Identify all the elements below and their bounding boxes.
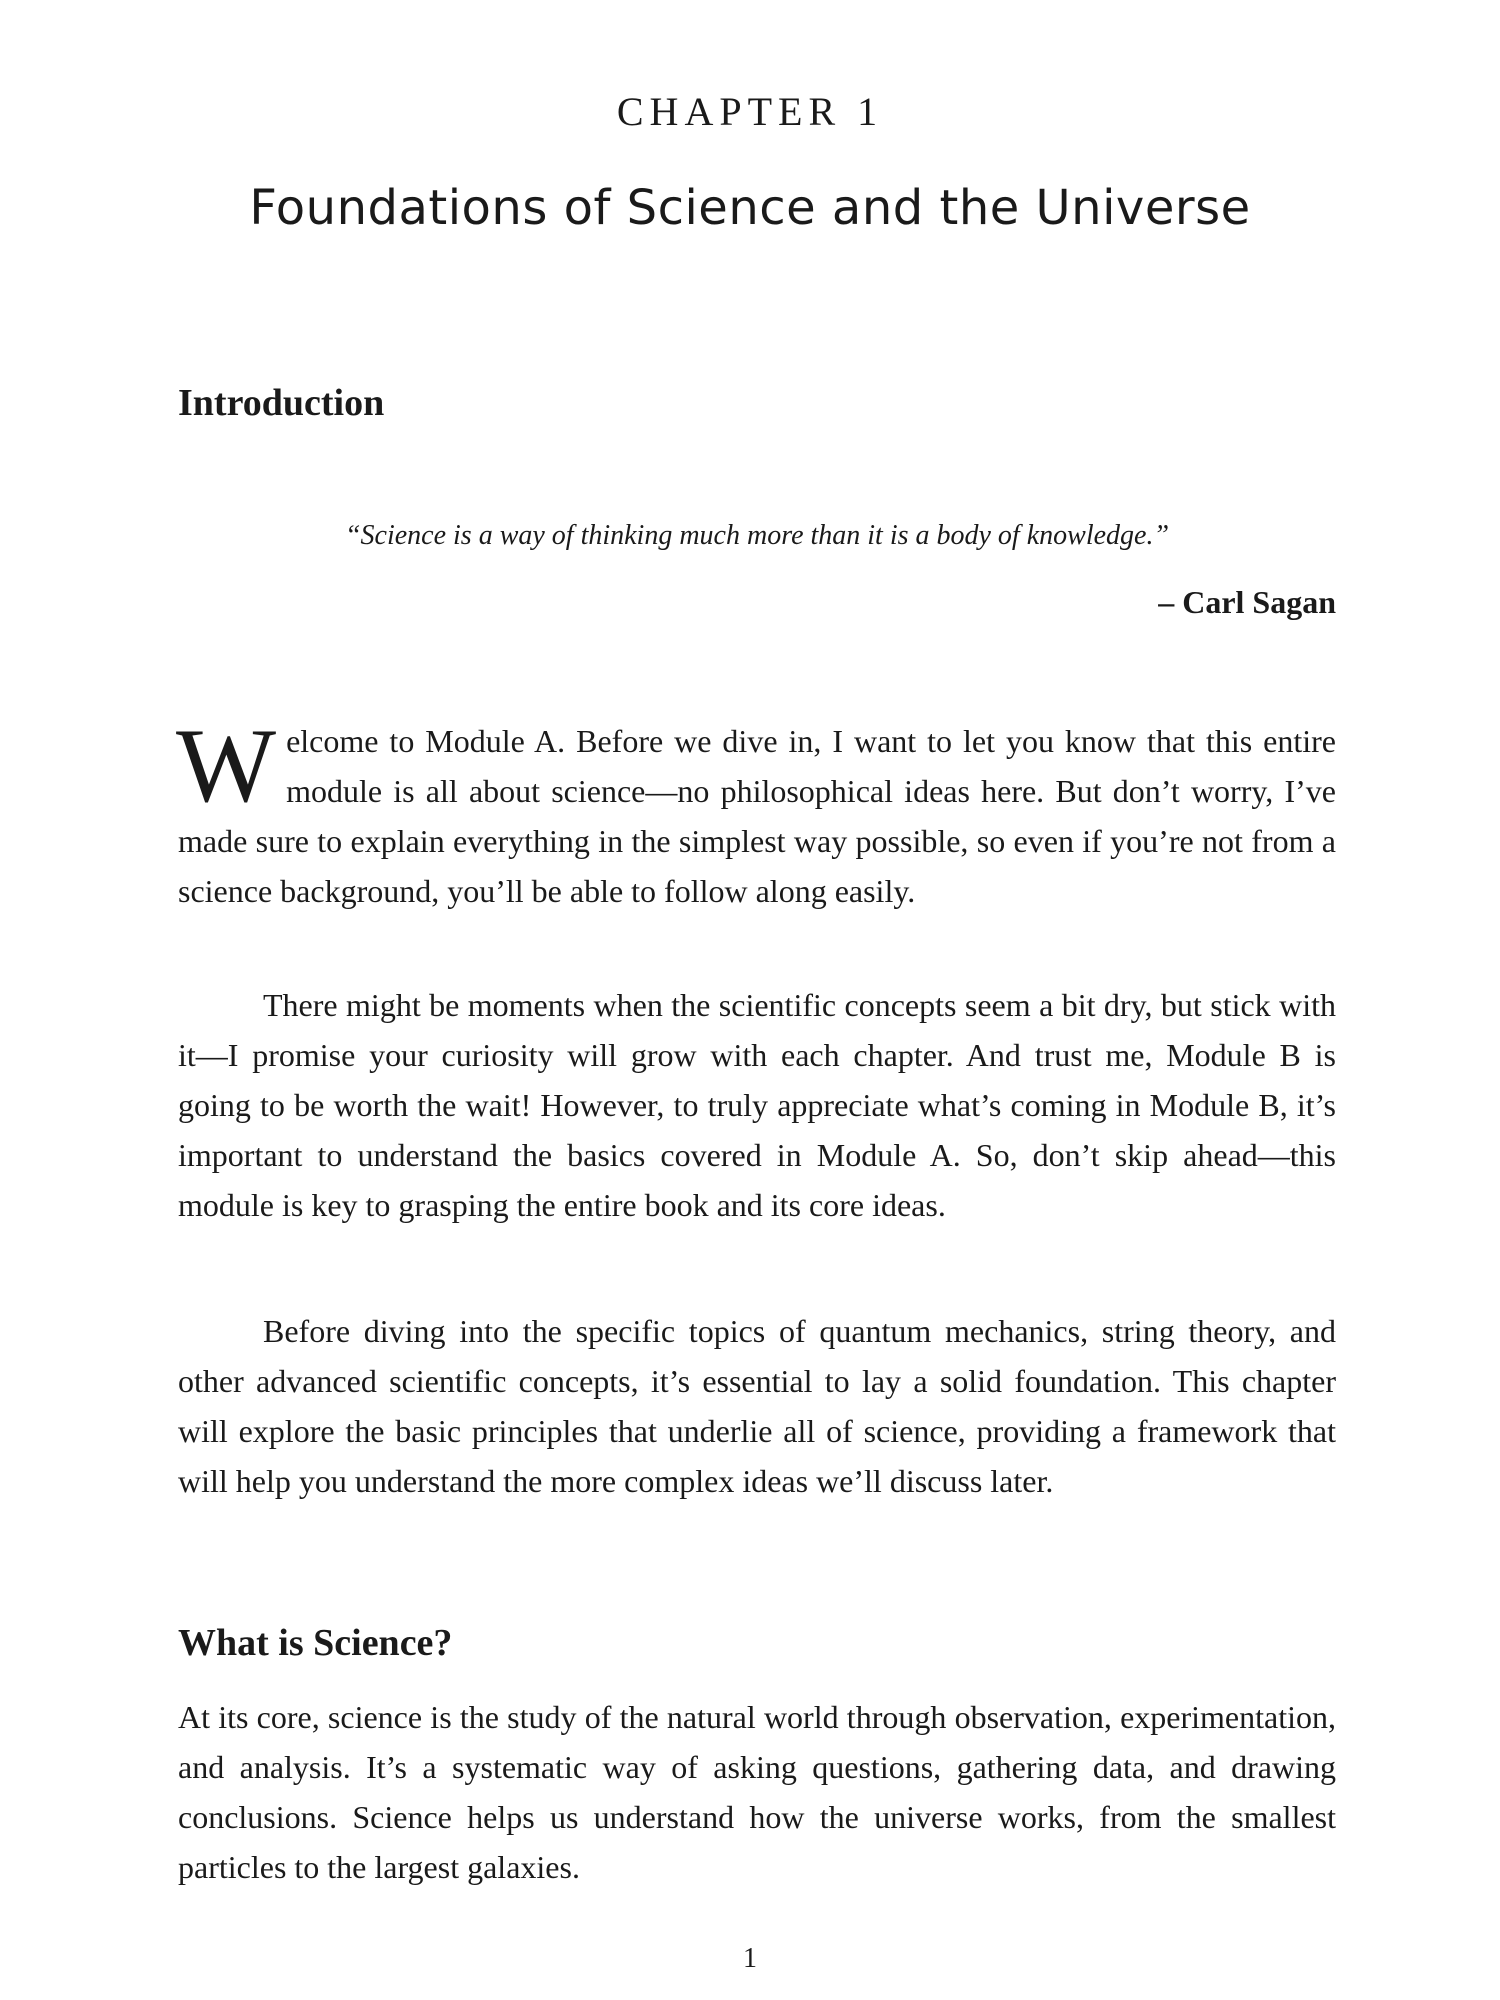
chapter-title: Foundations of Science and the Universe bbox=[249, 180, 1251, 236]
intro-paragraph-1 bbox=[176, 707, 1336, 916]
science-paragraph bbox=[178, 1692, 1336, 1892]
epigraph-attribution: – Carl Sagan bbox=[1158, 584, 1336, 620]
intro-paragraph-3 bbox=[178, 1306, 1336, 1506]
intro-paragraph-2 bbox=[178, 980, 1336, 1230]
section-heading-introduction: Introduction bbox=[178, 382, 385, 424]
epigraph-quote: “Science is a way of thinking much more than it is a body of knowledge.” bbox=[344, 520, 1170, 551]
paragraph-text: elcome to Module A. Before we dive in, I want to let you know that this entire module is all about science—no philosophical ideas here. But don’t worry, I’ve made sure to explain everything in the simplest way possible, so even if you’re not from a science background, you’ll be able to follow along easily. bbox=[178, 723, 1336, 909]
paragraph-text: There might be moments when the scientific concepts seem a bit dry, but stick with it—I promise your curiosity will grow with each chapter. And trust me, Module B is going to be worth the wait! However, to truly appreciate what’s coming in Module B, it’s important to understand the basics covered in Module A. So, don’t skip ahead—this module is key to grasping the entire book and its core ideas. bbox=[178, 987, 1336, 1223]
paragraph-text: At its core, science is the study of the natural world through observation, experimentation, and analysis. It’s a systematic way of asking questions, gathering data, and drawing conclusions. Science helps us understand how the universe works, from the smallest particles to the largest galaxies. bbox=[178, 1699, 1336, 1885]
page-number: 1 bbox=[743, 1943, 757, 1974]
drop-cap: W bbox=[176, 707, 277, 824]
chapter-label: CHAPTER 1 bbox=[616, 89, 884, 134]
paragraph-text: Before diving into the specific topics of quantum mechanics, string theory, and other advanced scientific concepts, it’s essential to lay a solid foundation. This chapter will explore the basic principles that underlie all of science, providing a framework that will help you understand the more complex ideas we’ll discuss later. bbox=[178, 1313, 1336, 1499]
section-heading-what-is-science: What is Science? bbox=[178, 1622, 453, 1664]
